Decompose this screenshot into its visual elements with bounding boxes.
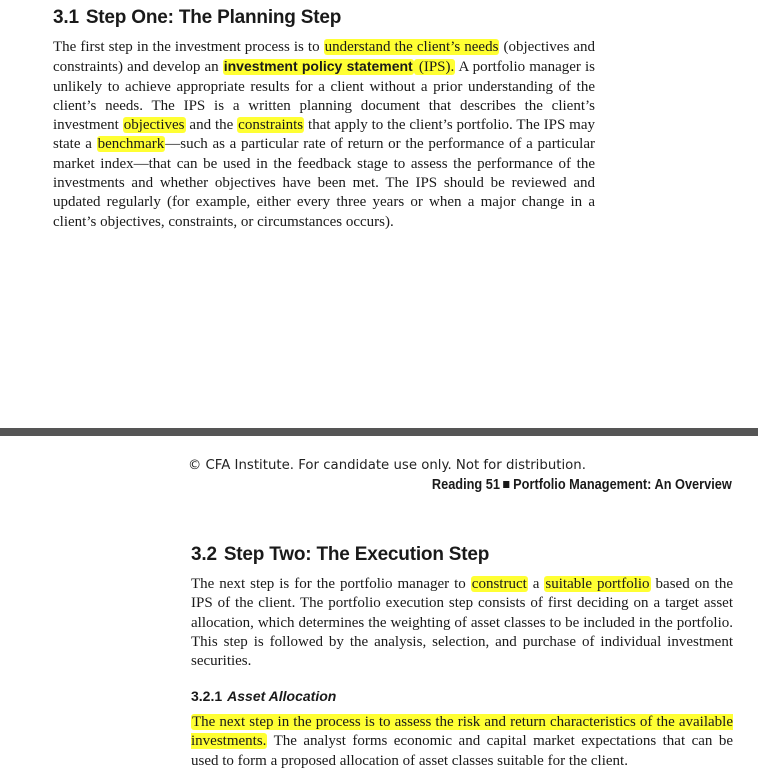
asset-allocation-paragraph [191, 713, 733, 771]
paragraph-text: and the [185, 117, 238, 134]
subsection-number: 3.2.1 [191, 688, 223, 704]
section-title: Step One: The Planning Step [85, 7, 342, 28]
paragraph-text: that apply to the client’s portfolio. The IPS may state a [53, 117, 595, 153]
reading-title: Portfolio Management: An Overview [513, 477, 732, 493]
document-page-2 [0, 436, 758, 773]
copyright-notice: © CFA Institute. For candidate use only. Not for distribution. [188, 458, 586, 473]
highlighted-text: constraints [238, 117, 304, 134]
paragraph-text: based on the IPS of the client. The portfolio execution step consists of first deciding on a target asset allocation, which determines the weighting of asset classes to be included in the portfolio. This step is followed by the analysis, selection, and purchase of individual investment securities. [191, 576, 733, 670]
section-number: 3.1 [53, 7, 79, 28]
paragraph-text: A portfolio manager is unlikely to achieve appropriate results for a client without a prior understanding of the client’s needs. The IPS is a written planning document that describes the client’s investment [53, 59, 595, 134]
highlighted-text: understand the client’s needs [324, 39, 499, 55]
highlighted-text: The next step in the process is to assess the risk and return characteristics of the available investments. [191, 714, 733, 750]
paragraph-text: a [527, 576, 545, 592]
subsection-heading-3-2-1 [191, 688, 336, 704]
paragraph-text: The analyst forms economic and capital market expectations that can be used to form a proposed allocation of asset classes suitable for the client. [191, 733, 733, 769]
running-header [432, 477, 732, 493]
highlighted-text: benchmark [97, 136, 165, 153]
section-title: Step Two: The Execution Step [223, 544, 490, 565]
planning-step-paragraph [53, 38, 595, 232]
paragraph-text: The first step in the investment process is to [53, 39, 324, 55]
execution-step-paragraph [191, 575, 733, 671]
paragraph-text: —such as a particular rate of return or the performance of a particular market index—that can be used in the feedback stage to assess the performance of the investments and whether objectives have been met. The IPS should be reviewed and updated regularly (for example, either every three years or when a major change in a client’s objectives, constraints, or circumstances occurs). [53, 136, 595, 230]
paragraph-text: (objectives and constraints) and develop an [53, 39, 595, 76]
highlighted-text: objectives [123, 117, 185, 134]
square-bullet-icon [504, 481, 510, 488]
subsection-title: Asset Allocation [227, 688, 337, 704]
section-heading-3-1 [53, 7, 341, 29]
highlighted-text: construct [471, 576, 527, 592]
reading-number: Reading 51 [432, 477, 501, 493]
highlighted-text: investment policy statement [223, 58, 413, 75]
section-heading-3-2 [191, 544, 489, 566]
page-divider [0, 428, 758, 436]
highlighted-text: suitable portfolio [545, 576, 650, 592]
section-number: 3.2 [191, 544, 217, 565]
paragraph-text: The next step is for the portfolio manager to [191, 576, 471, 592]
highlighted-text: (IPS). [414, 59, 455, 76]
